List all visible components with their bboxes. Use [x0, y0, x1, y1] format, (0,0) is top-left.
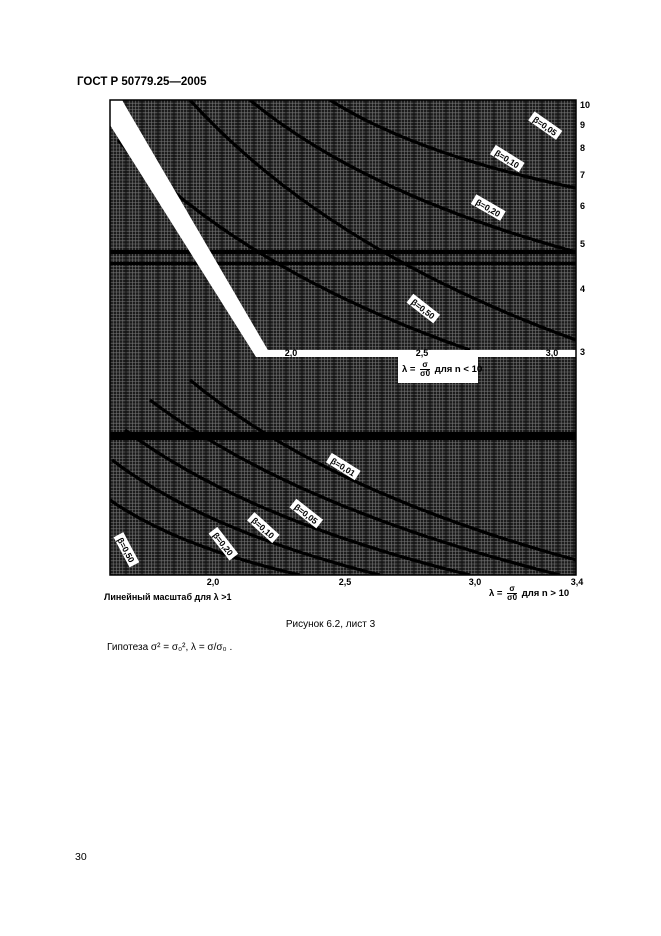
- lambda-fraction: [507, 585, 517, 602]
- curve-label-text: β=0,10: [493, 147, 521, 171]
- curve-label-text: β=0,05: [292, 501, 320, 527]
- hypothesis-text: Гипотеза σ² = σ₀², λ = σ/σ₀ .: [107, 642, 233, 653]
- right-tick-label: 7: [580, 170, 586, 180]
- curve-label-text: β=0,50: [115, 535, 137, 565]
- right-tick-label: 5: [580, 239, 586, 249]
- lambda-suffix: для n > 10: [521, 588, 570, 600]
- dark-band: [110, 432, 576, 440]
- lambda-suffix: для n < 10: [434, 364, 483, 376]
- curve-label-text: β=0,05: [531, 114, 559, 138]
- page-number: 30: [75, 851, 87, 863]
- lambda-symbol: λ =: [402, 364, 416, 376]
- bottom-tick-label: 3,4: [570, 577, 584, 587]
- curve-label-text: β=0,20: [210, 530, 236, 558]
- bottom-tick-label: 3,0: [468, 577, 482, 587]
- frac-den: σ0: [507, 593, 518, 602]
- curve-label-text: β=0,01: [329, 455, 357, 479]
- dark-band: [110, 250, 576, 254]
- bottom-tick-label: 2,0: [206, 577, 220, 587]
- inner-axis-lambda-label: [402, 361, 482, 378]
- inner-tick-label: 2,0: [284, 348, 298, 358]
- bottom-tick-label: 2,5: [338, 577, 352, 587]
- document-header: ГОСТ Р 50779.25—2005: [77, 76, 207, 88]
- dark-band: [110, 262, 576, 265]
- frac-den: σ0: [420, 369, 431, 378]
- bottom-axis-label: Линейный масштаб для λ >1: [104, 592, 232, 602]
- figure-caption: Рисунок 6.2, лист 3: [285, 619, 376, 630]
- frac-num: σ: [507, 585, 517, 594]
- right-tick-label: 8: [580, 143, 586, 153]
- curve-label-text: β=0,10: [249, 515, 277, 541]
- frac-num: σ: [420, 361, 430, 370]
- inner-tick-label: 2,5: [415, 348, 429, 358]
- right-tick-label: 10: [580, 100, 591, 110]
- inner-tick-label: 3,0: [545, 348, 559, 358]
- lambda-symbol: λ =: [489, 588, 503, 600]
- right-tick-label: 4: [580, 284, 586, 294]
- right-tick-label: 6: [580, 201, 586, 211]
- right-tick-label: 9: [580, 120, 586, 130]
- right-tick-label: 3: [580, 347, 586, 357]
- lambda-fraction: [420, 361, 430, 378]
- curve-label-text: β=0,50: [409, 296, 437, 322]
- bottom-axis-lambda-label: [489, 585, 569, 602]
- curve-label-text: β=0,20: [473, 196, 503, 220]
